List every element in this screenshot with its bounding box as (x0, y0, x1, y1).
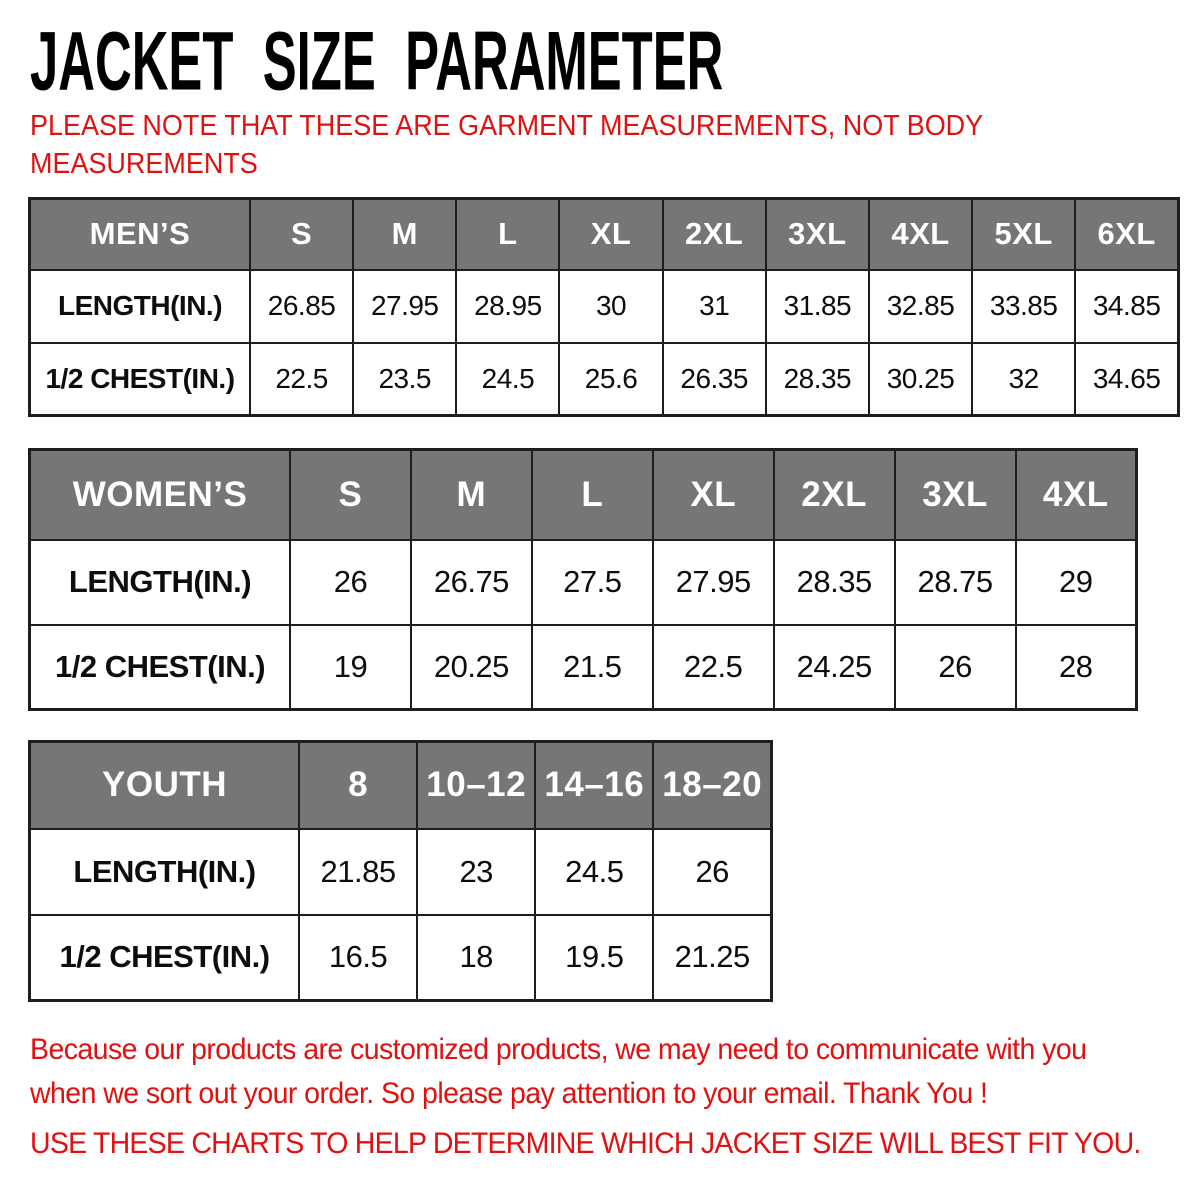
size-header-cell: 2XL (774, 450, 895, 540)
customization-note (30, 1028, 1086, 1116)
measurement-cell: 28.35 (766, 343, 869, 416)
size-header-cell: 4XL (1016, 450, 1137, 540)
size-header-cell: S (290, 450, 411, 540)
size-header-cell: 5XL (972, 199, 1075, 270)
size-table (28, 448, 1138, 711)
measurement-cell: 19 (290, 625, 411, 710)
table-title-cell: MEN’S (30, 199, 251, 270)
measurement-cell: 26 (653, 829, 771, 915)
measurement-cell: 19.5 (535, 915, 653, 1001)
measurement-cell: 26 (895, 625, 1016, 710)
measurement-cell: 24.5 (535, 829, 653, 915)
row-label-cell: LENGTH(IN.) (30, 829, 300, 915)
measurement-cell: 29 (1016, 540, 1137, 625)
table-title-cell: WOMEN’S (30, 450, 291, 540)
measurement-cell: 21.85 (299, 829, 417, 915)
row-label-cell: 1/2 CHEST(IN.) (30, 625, 291, 710)
customization-note-line-2: when we sort out your order. So please pay attention to your email. Thank You ! (30, 1077, 988, 1111)
size-header-cell: L (532, 450, 653, 540)
measurement-cell: 20.25 (411, 625, 532, 710)
measurement-cell: 30 (559, 270, 662, 343)
size-header-cell: S (250, 199, 353, 270)
notice-line-1: PLEASE NOTE THAT THESE ARE GARMENT MEASUREMENTS, NOT BODY (30, 110, 984, 142)
page-title: JACKET SIZE PARAMETER (30, 14, 724, 108)
mens-size-table-container (28, 197, 1180, 417)
size-header-cell: XL (559, 199, 662, 270)
measurement-cell: 21.25 (653, 915, 771, 1001)
measurement-cell: 23 (417, 829, 535, 915)
measurement-cell: 31.85 (766, 270, 869, 343)
row-label-cell: 1/2 CHEST(IN.) (30, 915, 300, 1001)
measurement-cell: 27.95 (353, 270, 456, 343)
size-header-cell: 8 (299, 742, 417, 829)
measurement-cell: 34.65 (1075, 343, 1178, 416)
table-row (30, 625, 1137, 710)
size-header-cell: 18–20 (653, 742, 771, 829)
measurement-cell: 34.85 (1075, 270, 1178, 343)
measurement-cell: 32 (972, 343, 1075, 416)
row-label-cell: 1/2 CHEST(IN.) (30, 343, 251, 416)
measurement-cell: 32.85 (869, 270, 972, 343)
measurement-cell: 23.5 (353, 343, 456, 416)
garment-measurement-notice (30, 108, 983, 183)
measurement-cell: 24.25 (774, 625, 895, 710)
measurement-cell: 26.35 (663, 343, 766, 416)
table-row (30, 829, 772, 915)
row-label-cell: LENGTH(IN.) (30, 540, 291, 625)
table-row (30, 343, 1179, 416)
measurement-cell: 16.5 (299, 915, 417, 1001)
size-header-cell: M (411, 450, 532, 540)
measurement-cell: 33.85 (972, 270, 1075, 343)
measurement-cell: 28.35 (774, 540, 895, 625)
table-header-row (30, 199, 1179, 270)
measurement-cell: 18 (417, 915, 535, 1001)
size-header-cell: 2XL (663, 199, 766, 270)
youth-size-table-container (28, 740, 773, 1002)
size-header-cell: 3XL (895, 450, 1016, 540)
measurement-cell: 28.75 (895, 540, 1016, 625)
measurement-cell: 26 (290, 540, 411, 625)
size-header-cell: M (353, 199, 456, 270)
size-header-cell: L (456, 199, 559, 270)
row-label-cell: LENGTH(IN.) (30, 270, 251, 343)
measurement-cell: 22.5 (653, 625, 774, 710)
size-header-cell: XL (653, 450, 774, 540)
size-header-cell: 4XL (869, 199, 972, 270)
measurement-cell: 26.75 (411, 540, 532, 625)
size-header-cell: 10–12 (417, 742, 535, 829)
size-header-cell: 14–16 (535, 742, 653, 829)
measurement-cell: 28 (1016, 625, 1137, 710)
womens-size-table-container (28, 448, 1138, 711)
table-row (30, 270, 1179, 343)
measurement-cell: 21.5 (532, 625, 653, 710)
measurement-cell: 25.6 (559, 343, 662, 416)
measurement-cell: 27.95 (653, 540, 774, 625)
measurement-cell: 28.95 (456, 270, 559, 343)
notice-line-2: MEASUREMENTS (30, 147, 258, 180)
size-table (28, 740, 773, 1002)
use-charts-note: USE THESE CHARTS TO HELP DETERMINE WHICH JACKET SIZE WILL BEST FIT YOU. (30, 1127, 1141, 1160)
measurement-cell: 22.5 (250, 343, 353, 416)
measurement-cell: 30.25 (869, 343, 972, 416)
table-header-row (30, 450, 1137, 540)
customization-note-line-1: Because our products are customized products, we may need to communicate with you (30, 1033, 1087, 1066)
table-row (30, 915, 772, 1001)
measurement-cell: 31 (663, 270, 766, 343)
size-table (28, 197, 1180, 417)
table-row (30, 540, 1137, 625)
measurement-cell: 24.5 (456, 343, 559, 416)
table-header-row (30, 742, 772, 829)
size-header-cell: 6XL (1075, 199, 1178, 270)
measurement-cell: 27.5 (532, 540, 653, 625)
size-header-cell: 3XL (766, 199, 869, 270)
table-title-cell: YOUTH (30, 742, 300, 829)
measurement-cell: 26.85 (250, 270, 353, 343)
